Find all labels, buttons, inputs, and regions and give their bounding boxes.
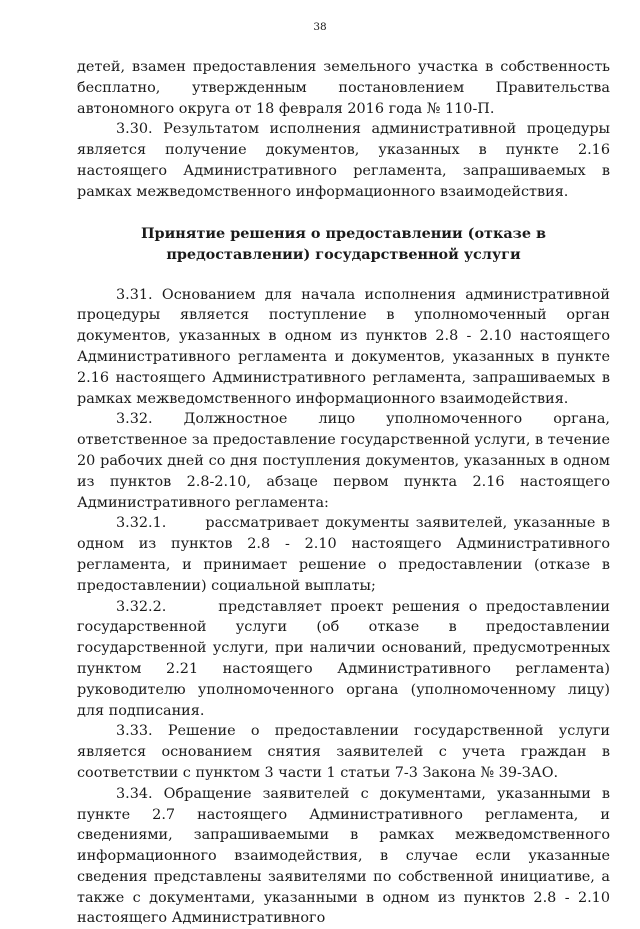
paragraph-3-32-1: 3.32.1. рассматривает документы заявителей, указанные в одном из пунктов 2.8 - 2.10 настоящего Административного регламента, и принимает решение о предоставлении (отказе в предоставлении) социальной выплаты; [77, 515, 610, 594]
paragraph-3-32: 3.32. Должностное лицо уполномоченного органа, ответственное за предоставление государственной услуги, в течение 20 рабочих дней со дня поступления документов, указанных в одном из пунктов 2.8-2.10, абзаце первом пункта 2.16 настоящего Административного регламента: [77, 411, 610, 511]
paragraph-3-33: 3.33. Решение о предоставлении государственной услуги является основанием снятия заявителей с учета граждан в соответствии с пунктом 3 части 1 статьи 7-3 Закона № 39-ЗАО. [77, 723, 610, 781]
section-heading: Принятие решения о предоставлении (отказе в предоставлении) государственной услуги [140, 224, 547, 263]
page-number: 38 [313, 21, 327, 33]
paragraph-3-32-2: 3.32.2. представляет проект решения о предоставлении государственной услуги (об отказе в предоставлении государственной услуги, при наличии оснований, предусмотренных пунктом 2.21 настоящего Административного регламента) руководителю уполномоченного органа (уполномоченному лицу) для подписания. [77, 598, 610, 719]
paragraph-3-30: 3.30. Результатом исполнения административной процедуры является получение документов, указанных в пункте 2.16 настоящего Административного регламента, запрашиваемых в рамках межведомственного информационного взаимодействия. [77, 121, 610, 200]
paragraph-3-31: 3.31. Основанием для начала исполнения административной процедуры является поступление в уполномоченный орган документов, указанных в одном из пунктов 2.8 - 2.10 настоящего Административного регламента и документов, указанных в пункте 2.16 настоящего Административного регламента, запрашиваемых в рамках межведомственного информационного взаимодействия. [77, 286, 610, 407]
document-body [77, 57, 610, 929]
paragraph-3-34: 3.34. Обращение заявителей с документами, указанными в пункте 2.7 настоящего Административного регламента, и сведениями, запрашиваемыми в рамках межведомственного информационного взаимодействия, в случае если указанные сведения представлены заявителями по собственной инициативе, а также с документами, указанными в одном из пунктов 2.8 - 2.10 настоящего Административного [77, 785, 610, 927]
paragraph-continuation: детей, взамен предоставления земельного участка в собственность бесплатно, утвержденным постановлением Правительства автономного округа от 18 февраля 2016 года № 110-П. [77, 59, 610, 117]
